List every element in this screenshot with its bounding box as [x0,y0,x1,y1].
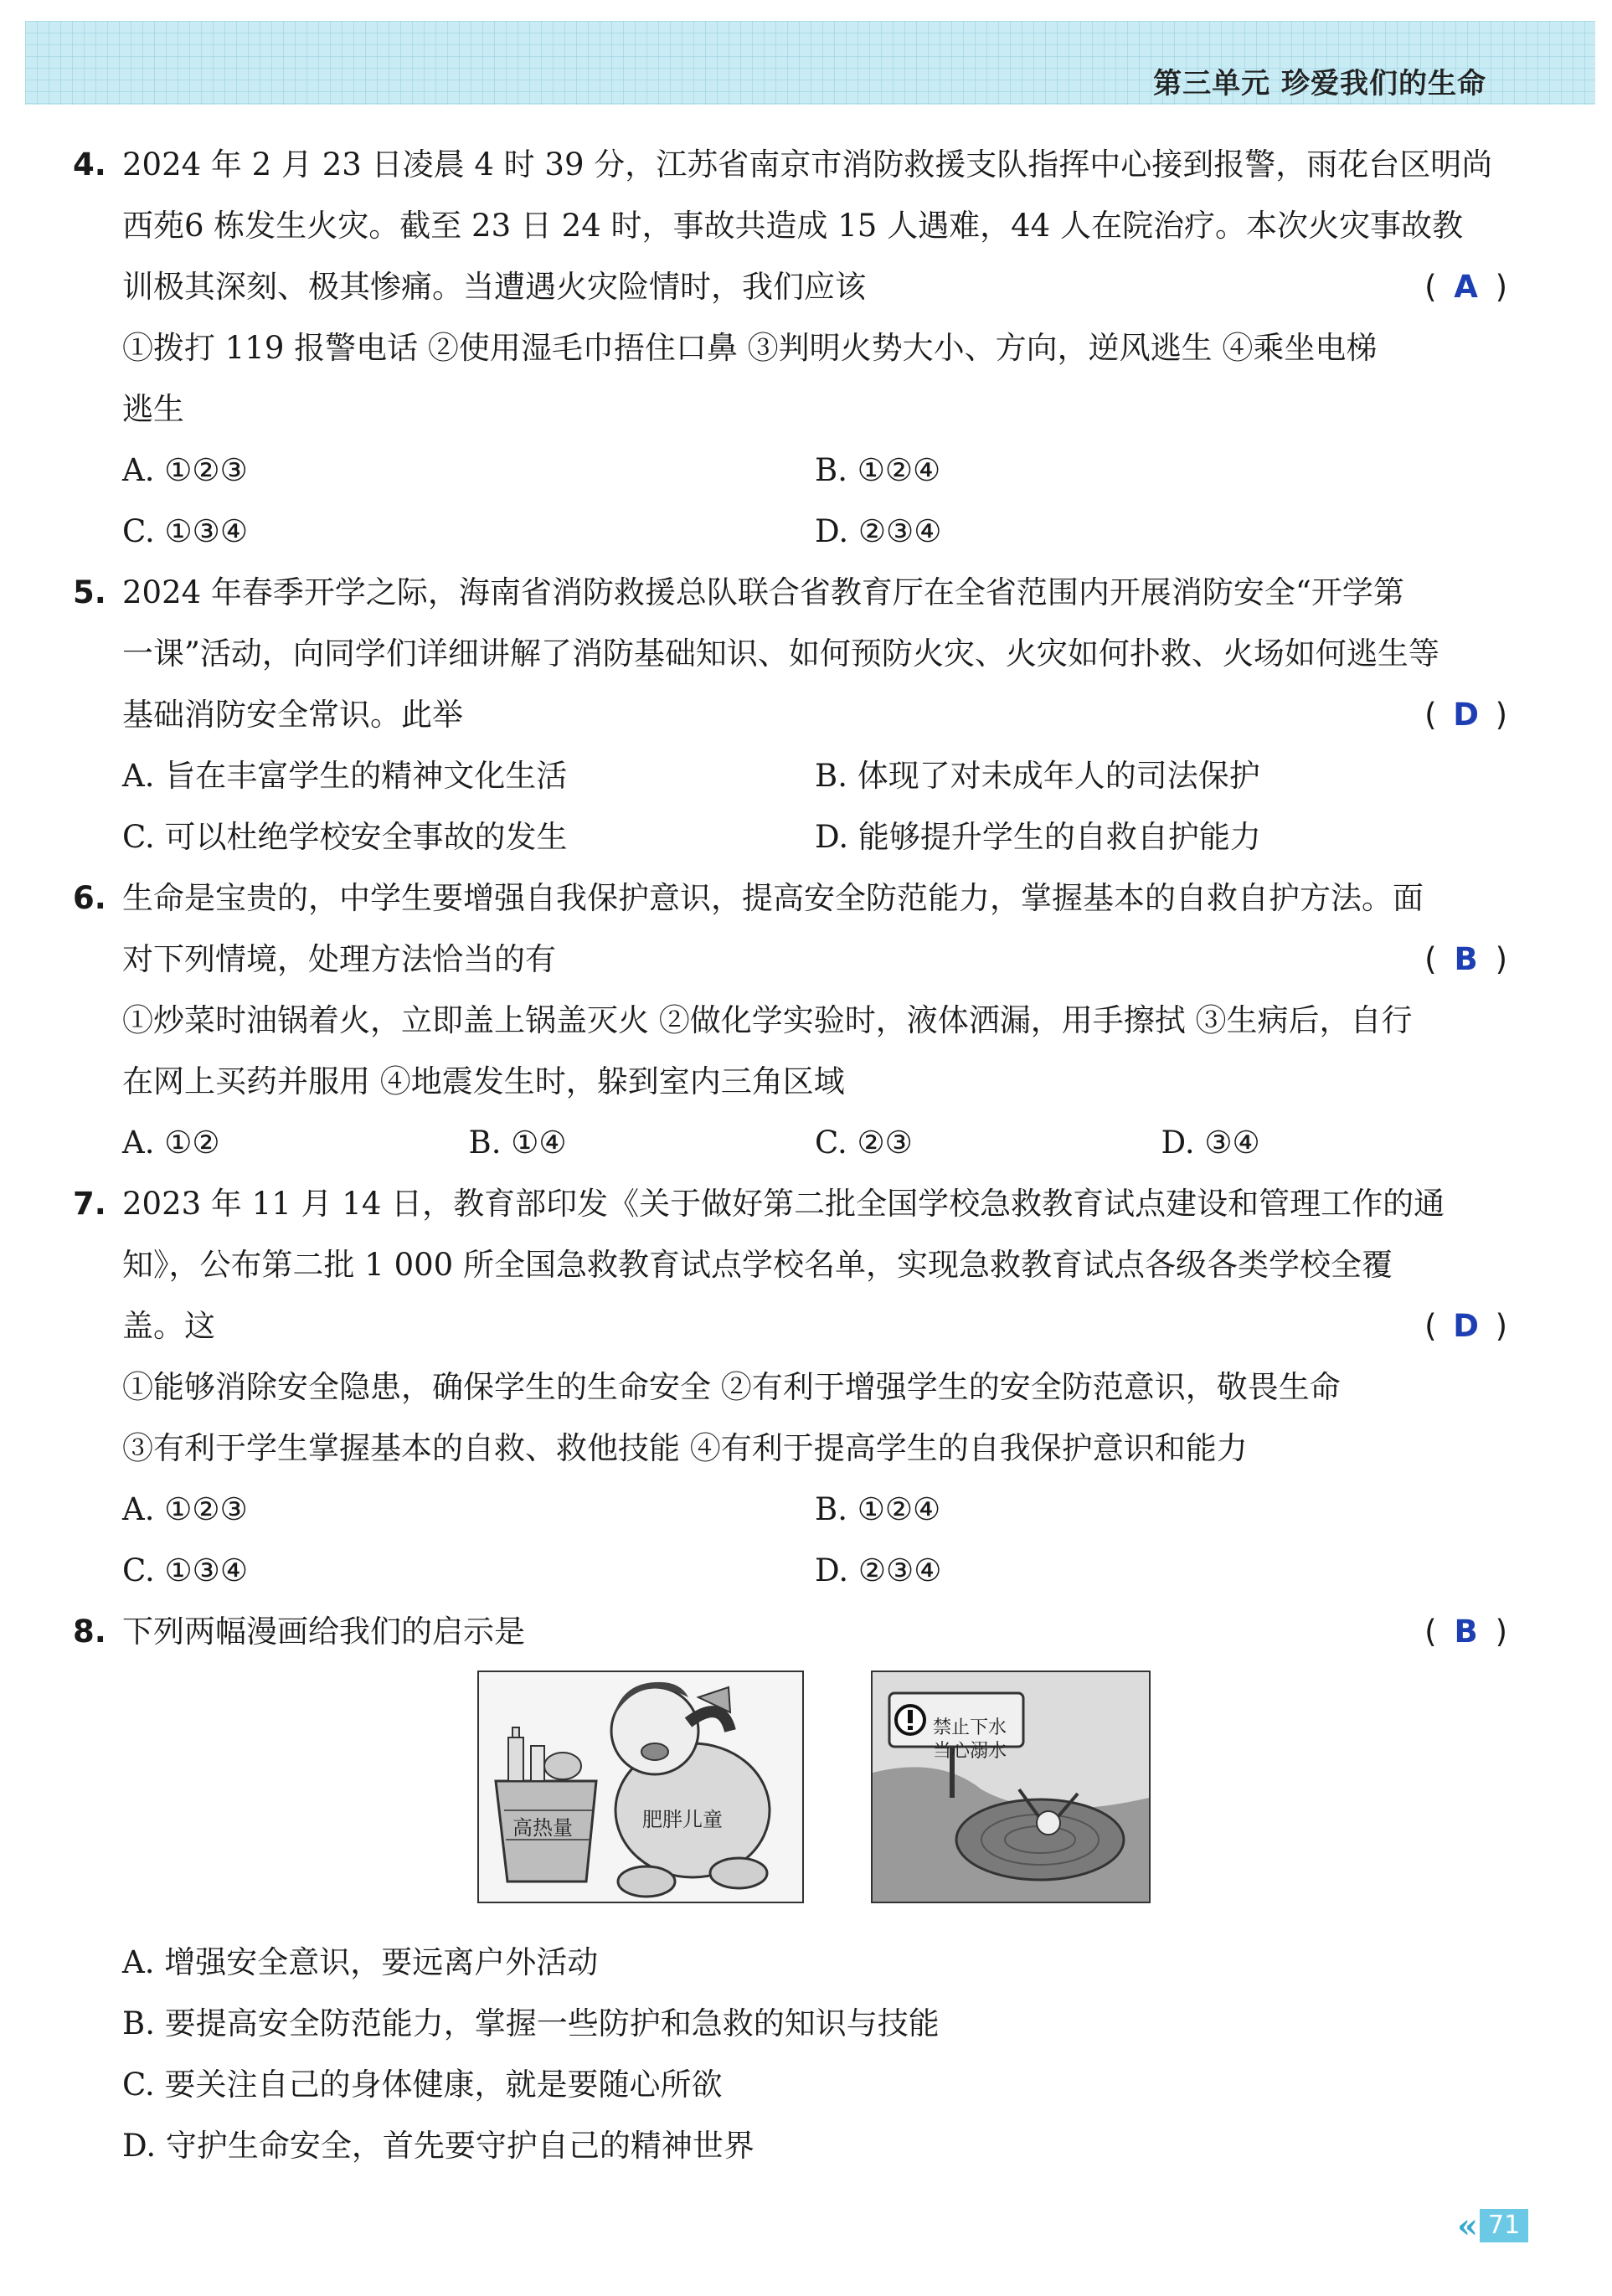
double-chevron-icon: « [1457,2206,1478,2246]
answer-slot: ( A ) [1424,256,1507,317]
option-a: A. ①②③ [122,1491,248,1527]
option-c: C. 可以杜绝学校安全事故的发生 [122,819,568,855]
question-stem-line: 5. 2024 年春季开学之际，海南省消防救援总队联合省教育厅在全省范围内开展消防安全“开学第 [75,562,1507,623]
options-row [75,806,1507,867]
page-number [1457,2207,1528,2244]
unit-title: 第三单元 珍爱我们的生命 [1153,67,1486,100]
option-a: A. ①② [122,1125,220,1161]
sign-beware-drowning: 当心溺水 [933,1741,1007,1762]
question-list [75,134,1507,2176]
comic-obese-child [477,1671,804,1903]
option-d: D. ②③④ [815,513,942,549]
question-number: 7. [73,1186,106,1222]
option-d: D. 能够提升学生的自救自护能力 [815,819,1261,855]
option-c: C. 要关注自己的身体健康，就是要随心所欲 [122,2067,723,2103]
answer-letter: A [1454,269,1478,305]
option-b: B. ①②④ [815,1491,941,1527]
comic-label-high-calorie: 高热量 [512,1816,573,1840]
options-row [75,440,1507,501]
options-row [75,1112,1507,1173]
sign-no-swimming: 禁止下水 [933,1717,1007,1738]
comic-drowning-drawing [873,1672,1149,1902]
comic-drowning [871,1671,1151,1903]
answer-letter: D [1453,697,1479,733]
question-7 [75,1173,1507,1601]
answer-letter: D [1453,1308,1479,1344]
question-stem-line: 对下列情境，处理方法恰当的有 ( B ) [75,929,1507,990]
question-stem-line: 4. 2024 年 2 月 23 日凌晨 4 时 39 分，江苏省南京市消防救援支队指挥中心接到报警，雨花台区明尚 [75,134,1507,195]
option-c: C. ①③④ [122,513,249,549]
option-a: A. 旨在丰富学生的精神文化生活 [122,758,568,794]
options-row [75,745,1507,806]
option-a: A. ①②③ [122,452,248,488]
question-5 [75,562,1507,867]
question-number: 6. [73,880,106,916]
question-stem-line: 8. 下列两幅漫画给我们的启示是 ( B ) [75,1601,1507,1662]
question-stem-line: 7. 2023 年 11 月 14 日，教育部印发《关于做好第二批全国学校急救教育试点建设和管理工作的通 [75,1173,1507,1234]
page-number-value: 71 [1480,2209,1528,2242]
answer-slot: ( D ) [1424,1295,1507,1356]
answer-letter: B [1454,941,1478,977]
question-8 [75,1601,1507,2176]
answer-letter: B [1454,1614,1478,1650]
option-d: D. ③④ [1161,1125,1260,1161]
comic-obese-child-drawing [479,1672,802,1902]
options-row [75,1540,1507,1601]
answer-slot: ( B ) [1424,1601,1507,1662]
option-d: D. ②③④ [815,1552,942,1588]
statement-line: ①炒菜时油锅着火，立即盖上锅盖灭火 ②做化学实验时，液体洒漏，用手擦拭 ③生病后，自行 [122,1002,1413,1038]
statement-line: ①能够消除安全隐患，确保学生的生命安全 ②有利于增强学生的安全防范意识，敬畏生命 [122,1369,1341,1405]
question-stem-line: 一课”活动，向同学们详细讲解了消防基础知识、如何预防火灾、火灾如何扑救、火场如何逃生等 [122,636,1439,672]
comic-figures [75,1671,1507,1922]
statement-line: ③有利于学生掌握基本的自救、救他技能 ④有利于提高学生的自我保护意识和能力 [122,1430,1248,1466]
question-6 [75,867,1507,1173]
question-number: 8. [73,1614,106,1650]
question-stem-line: 盖。这 ( D ) [75,1295,1507,1356]
statement-line: 在网上买药并服用 ④地震发生时，躲到室内三角区域 [122,1063,845,1099]
question-number: 5. [73,574,106,610]
answer-slot: ( D ) [1424,684,1507,745]
question-number: 4. [73,147,106,183]
option-b: B. 要提高安全防范能力，掌握一些防护和急救的知识与技能 [122,2005,940,2041]
option-b: B. 体现了对未成年人的司法保护 [815,758,1260,794]
statement-line: 逃生 [122,391,184,427]
question-stem-line: 基础消防安全常识。此举 ( D ) [75,684,1507,745]
option-c: C. ①③④ [122,1552,249,1588]
question-stem-line: 西苑6 栋发生火灾。截至 23 日 24 时，事故共造成 15 人遇难，44 人在院治疗。本次火灾事故教 [122,208,1463,244]
comic-label-obese-child: 肥胖儿童 [642,1808,723,1831]
question-4 [75,134,1507,562]
option-a: A. 增强安全意识，要远离户外活动 [122,1944,599,1980]
options-row [75,501,1507,562]
question-stem-line: 知》，公布第二批 1 000 所全国急救教育试点学校名单，实现急救教育试点各级各类学校全覆 [122,1247,1393,1283]
question-stem-line: 6. 生命是宝贵的，中学生要增强自我保护意识，提高安全防范能力，掌握基本的自救自护方法。面 [75,867,1507,929]
option-d: D. 守护生命安全，首先要守护自己的精神世界 [122,2128,754,2164]
option-c: C. ②③ [815,1125,913,1161]
option-b: B. ①④ [468,1125,567,1161]
answer-slot: ( B ) [1424,929,1507,990]
statement-line: ①拨打 119 报警电话 ②使用湿毛巾捂住口鼻 ③判明火势大小、方向，逆风逃生 ④乘坐电梯 [122,330,1378,366]
question-stem-line: 训极其深刻、极其惨痛。当遭遇火灾险情时，我们应该 ( A ) [75,256,1507,317]
option-b: B. ①②④ [815,452,941,488]
options-column [75,1932,1507,2176]
options-row [75,1479,1507,1540]
